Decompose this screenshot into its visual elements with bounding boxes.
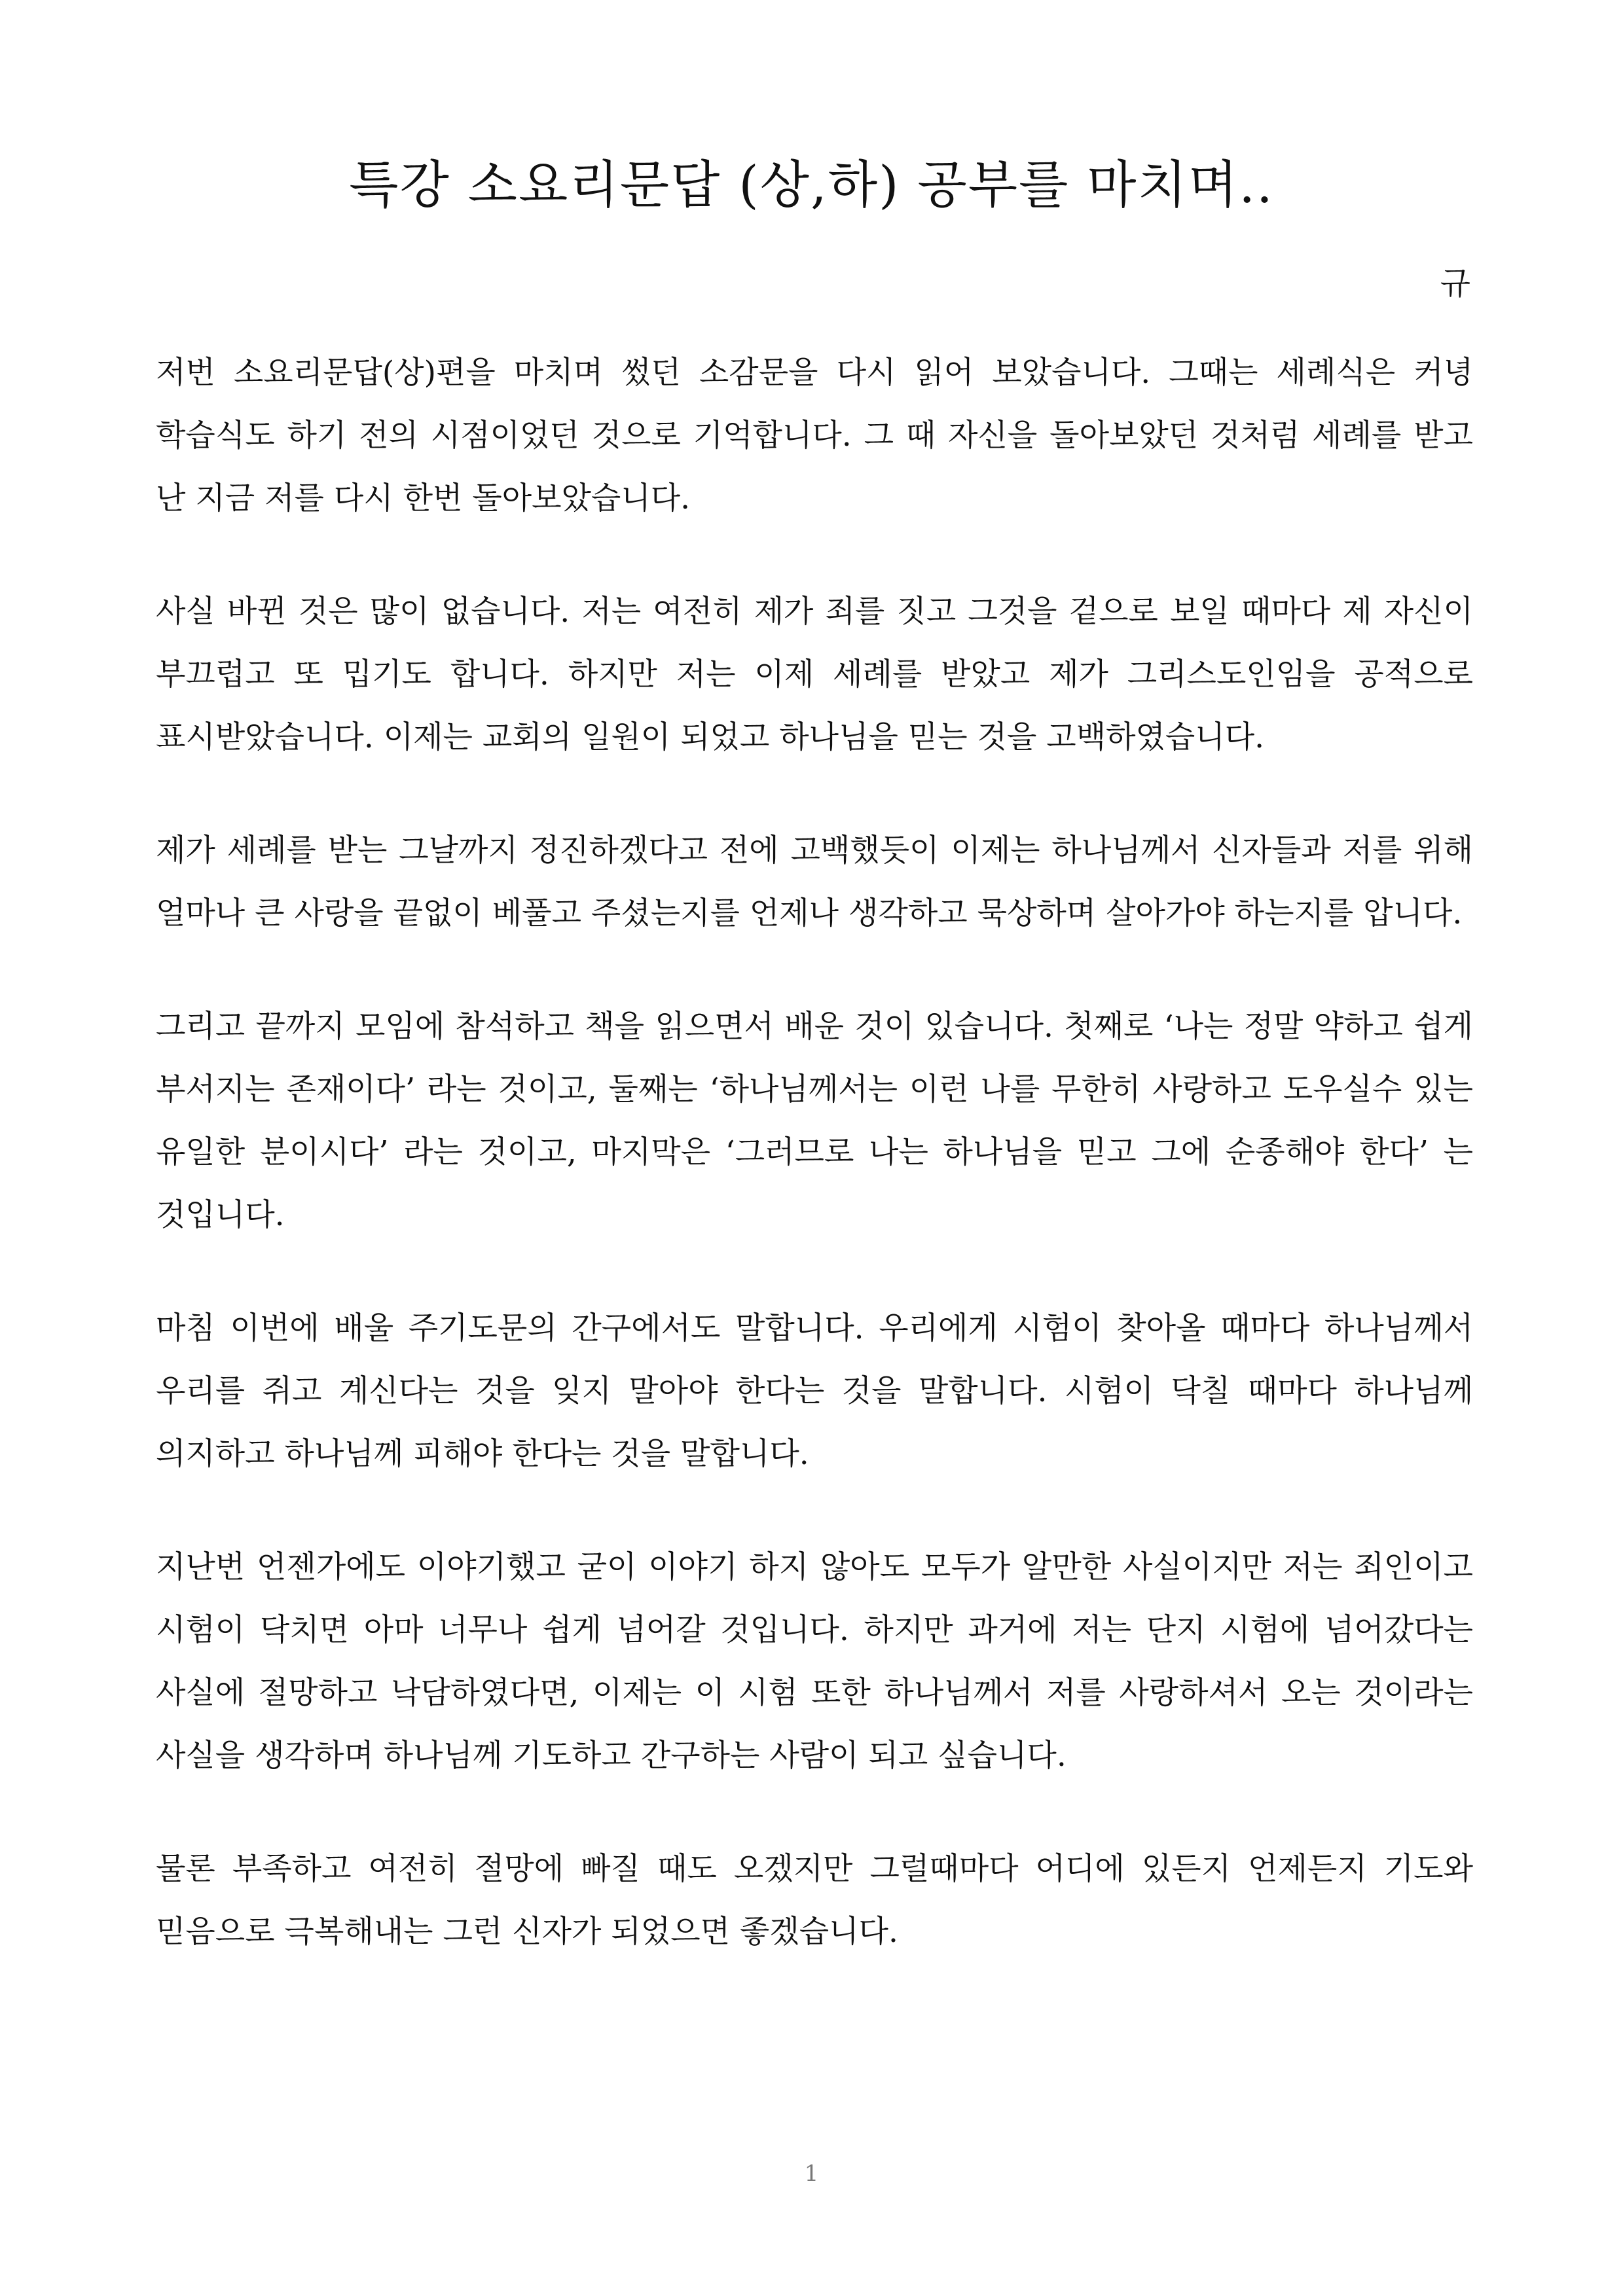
paragraph-4: 그리고 끝까지 모임에 참석하고 책을 읽으면서 배운 것이 있습니다. 첫째로 ‘나는 정말 약하고 쉽게 부서지는 존재이다’ 라는 것이고, 둘째는 ‘하나님께서는 이런 나를 무한히 사랑하고 도우실수 있는 유일한 분이시다’ 라는 것이고, 마지막은 ‘그러므로 나는 하나님을 믿고 그에 순종해야 한다’ 는 것입니다. — [156, 1009, 1473, 1233]
paragraph-3: 제가 세례를 받는 그날까지 정진하겠다고 전에 고백했듯이 이제는 하나님께서 신자들과 저를 위해 얼마나 큰 사랑을 끝없이 베풀고 주셨는지를 언제나 생각하고 묵상하며 살아가야 하는지를 압니다. — [156, 833, 1473, 931]
paragraph-6: 지난번 언젠가에도 이야기했고 굳이 이야기 하지 않아도 모두가 알만한 사실이지만 저는 죄인이고 시험이 닥치면 아마 너무나 쉽게 넘어갈 것입니다. 하지만 과거에 저는 단지 시험에 넘어갔다는 사실에 절망하고 낙담하였다면, 이제는 이 시험 또한 하나님께서 저를 사랑하셔서 오는 것이라는 사실을 생각하며 하나님께 기도하고 간구하는 사람이 되고 싶습니다. — [156, 1549, 1473, 1774]
paragraph-5: 마침 이번에 배울 주기도문의 간구에서도 말합니다. 우리에게 시험이 찾아올 때마다 하나님께서 우리를 쥐고 계신다는 것을 잊지 말아야 한다는 것을 말합니다. 시험이 닥칠 때마다 하나님께 의지하고 하나님께 피해야 한다는 것을 말합니다. — [156, 1310, 1473, 1472]
page-number: 1 — [804, 2161, 819, 2187]
paragraph-7: 물론 부족하고 여전히 절망에 빠질 때도 오겠지만 그럴때마다 어디에 있든지 언제든지 기도와 믿음으로 극복해내는 그런 신자가 되었으면 좋겠습니다. — [156, 1851, 1473, 1950]
author-name: 규 — [1440, 265, 1470, 302]
document-title: 특강 소요리문답 (상,하) 공부를 마치며.. — [349, 156, 1274, 215]
document-body — [156, 342, 1473, 2014]
paragraph-1: 저번 소요리문답(상)편을 마치며 썼던 소감문을 다시 읽어 보았습니다. 그때는 세례식은 커녕 학습식도 하기 전의 시점이었던 것으로 기억합니다. 그 때 자신을 돌아보았던 것처럼 세례를 받고 난 지금 저를 다시 한번 돌아보았습니다. — [156, 355, 1473, 516]
paragraph-2: 사실 바뀐 것은 많이 없습니다. 저는 여전히 제가 죄를 짓고 그것을 겉으로 보일 때마다 제 자신이 부끄럽고 또 밉기도 합니다. 하지만 저는 이제 세례를 받았고 제가 그리스도인임을 공적으로 표시받았습니다. 이제는 교회의 일원이 되었고 하나님을 믿는 것을 고백하였습니다. — [156, 594, 1474, 755]
